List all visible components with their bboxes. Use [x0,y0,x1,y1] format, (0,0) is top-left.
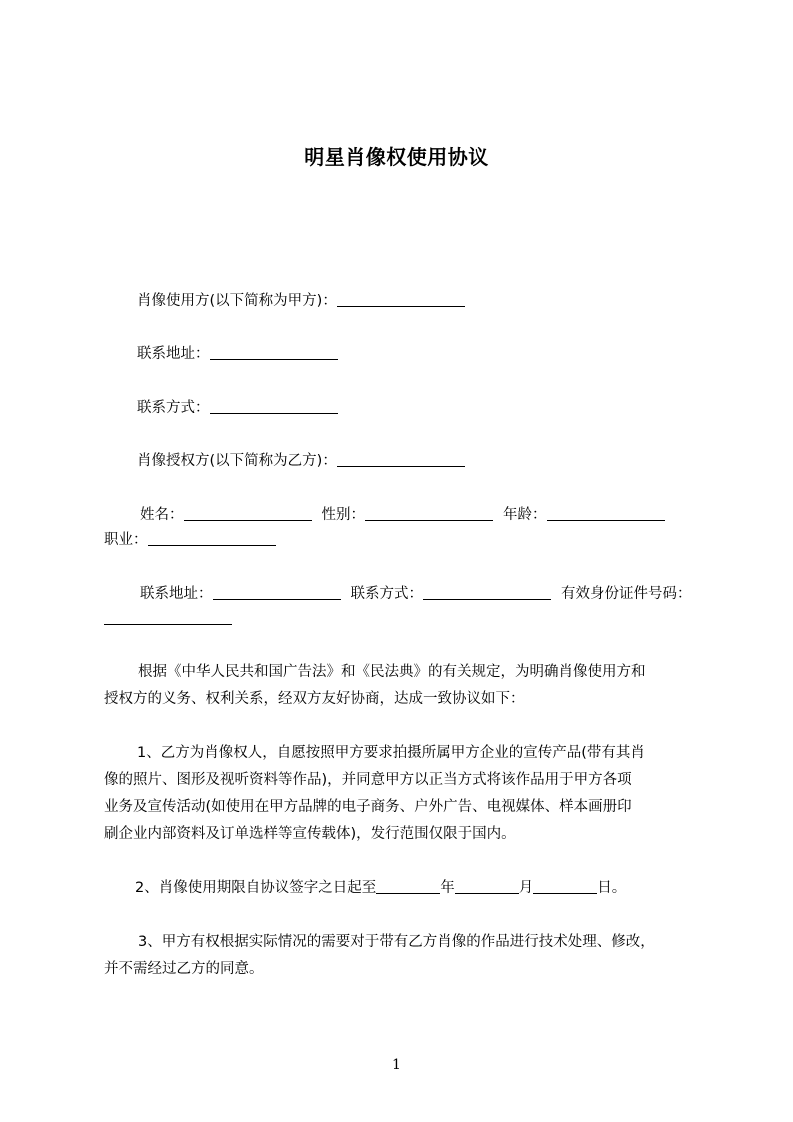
party-a-address-label: 联系地址： [137,346,210,362]
clause-2-day-blank [533,879,597,894]
clause-3-line-1: 3、甲方有权根据实际情况的需要对于带有乙方肖像的作品进行技术处理、修改， [138,934,655,950]
party-b-grantor-blank [337,452,465,467]
party-b-id-label: 有效身份证件号码： [561,586,692,602]
party-b-contact-line [140,584,740,604]
party-b-age-blank [547,506,665,521]
clause-1-line-1: 1、乙方为肖像权人，自愿按照甲方要求拍摄所属甲方企业的宣传产品(带有其肖 [137,745,645,761]
page-number: 1 [392,1057,401,1073]
party-b-address-blank [213,585,341,600]
party-b-contact-blank [423,585,551,600]
party-b-gender-label: 性别： [321,507,365,523]
party-a-contact-blank [210,399,338,414]
party-a-user-blank [337,292,465,307]
party-a-user-line [137,291,737,311]
party-b-age-label: 年龄： [503,507,547,523]
party-b-name-label: 姓名： [140,507,184,523]
party-b-id-blank-line [104,609,704,629]
party-b-contact-label: 联系方式： [350,586,423,602]
party-b-occupation-blank [148,531,276,546]
clause-1-line-4: 刷企业内部资料及订单选样等宣传载体)，发行范围仅限于国内。 [104,826,516,842]
party-b-gender-blank [365,506,493,521]
party-a-address-line [137,344,737,364]
party-a-user-label: 肖像使用方(以下简称为甲方)： [137,293,337,309]
clause-2-year-label: 年 [440,880,455,896]
party-b-name-blank [184,506,312,521]
party-a-address-blank [210,345,338,360]
party-b-occupation-label: 职业： [104,532,148,548]
clause-1-line-3: 业务及宣传活动(如使用在甲方品牌的电子商务、户外广告、电视媒体、样本画册印 [104,799,632,815]
party-b-personal-line [140,505,740,525]
intro-line-2: 授权方的义务、权利关系，经双方友好协商，达成一致协议如下： [104,691,525,707]
party-b-grantor-label: 肖像授权方(以下简称为乙方)： [137,453,337,469]
intro-line-1: 根据《中华人民共和国广告法》和《民法典》的有关规定，为明确肖像使用方和 [138,664,646,680]
party-b-grantor-line [137,451,737,471]
clause-2-day-label: 日。 [597,880,627,896]
party-a-contact-label: 联系方式： [137,400,210,416]
document-title: 明星肖像权使用协议 [304,145,489,169]
party-b-id-blank [104,610,232,625]
clause-2-month-blank [455,879,519,894]
party-b-address-label: 联系地址： [140,586,213,602]
party-b-occupation-line [104,530,704,550]
clause-2-year-blank [376,879,440,894]
clause-2-line [135,878,735,898]
clause-3-line-2: 并不需经过乙方的同意。 [104,961,264,977]
clause-2-month-label: 月 [518,880,534,896]
party-a-contact-line [137,398,737,418]
clause-2-prefix: 2、肖像使用期限自协议签字之日起至 [135,880,377,896]
clause-1-line-2: 像的照片、图形及视听资料等作品)，并同意甲方以正当方式将该作品用于甲方各项 [104,772,632,788]
